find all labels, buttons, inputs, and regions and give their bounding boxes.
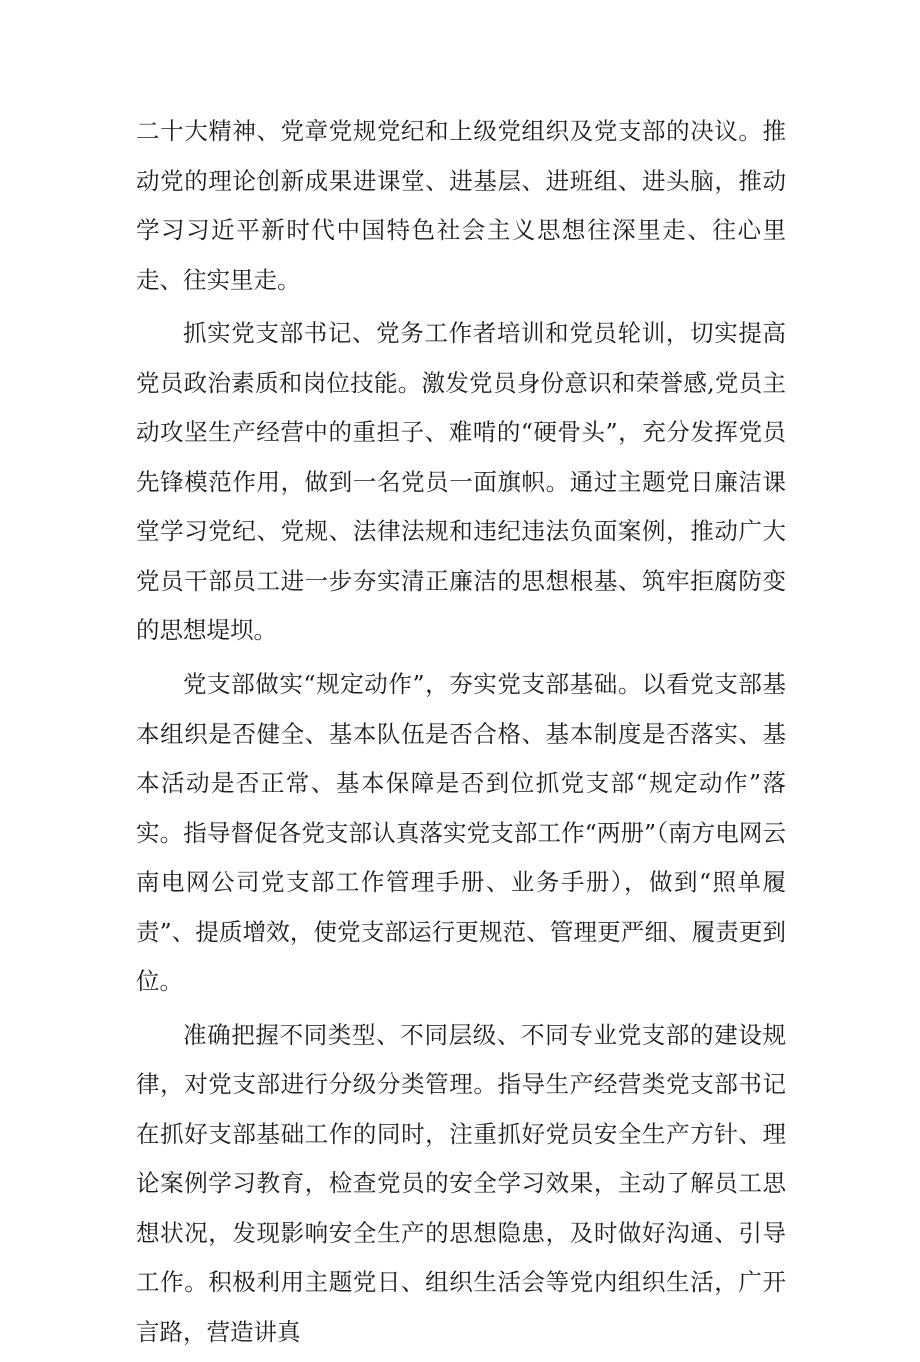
paragraph-1: [136, 107, 786, 305]
paragraph-4-line-4: 习教育，检查党员的安全学习效果，主动了解员工思想状况，发: [136, 1169, 787, 1247]
paragraph-1-line-3: 习近平新时代中国特色社会主义思想往深里走、往心里走、往实: [136, 216, 787, 294]
document-body: [136, 107, 786, 1362]
paragraph-1-line-2: 党的理论创新成果进课堂、进基层、进班组、进头脑，推动学习: [136, 166, 787, 244]
paragraph-4-line-3: 支部基础工作的同时，注重抓好党员安全生产方针、理论案例学: [136, 1119, 787, 1198]
paragraph-3-line-6: 提质增效，使党支部运行更规范、管理更严细、履责更到位。: [136, 917, 787, 996]
paragraph-2-line-2: 政治素质和岗位技能。激发党员身份意识和荣誉感,党员主动攻坚: [136, 368, 786, 447]
paragraph-2-line-4: 范作用，做到一名党员一面旗帜。通过主题党日廉洁课堂学习党: [136, 467, 787, 546]
paragraph-4-line-2: 对党支部进行分级分类管理。指导生产经营类党支部书记在抓好: [136, 1070, 787, 1148]
paragraph-3-line-1: 党支部做实“规定动作”，夯实党支部基础。以看党支部基本: [136, 670, 786, 748]
paragraph-2-line-6: 工进一步夯实清正廉洁的思想根基、筑牢拒腐防变的思想堤坝。: [136, 566, 787, 645]
paragraph-3-line-2: 组织是否健全、基本队伍是否合格、基本制度是否落实、基本活: [136, 719, 787, 798]
paragraph-1-line-1: 二十大精神、党章党规党纪和上级党组织及党支部的决议。推动: [136, 117, 786, 195]
paragraph-4: [136, 1011, 786, 1358]
paragraph-3-line-4: 导督促各党支部认真落实党支部工作“两册”（南方电网云南电: [136, 818, 787, 897]
paragraph-3-line-5: 网公司党支部工作管理手册、业务手册），做到“照单履责”、: [136, 868, 787, 946]
paragraph-3-line-3: 动是否正常、基本保障是否到位抓党支部“规定动作”落实。指: [136, 769, 787, 847]
paragraph-2-line-5: 纪、党规、法律法规和违纪违法负面案例，推动广大党员干部员: [136, 517, 787, 595]
paragraph-3: [136, 660, 786, 1007]
paragraph-2-line-1: 抓实党支部书记、党务工作者培训和党员轮训，切实提高党员: [136, 319, 786, 397]
paragraph-2-line-3: 生产经营中的重担子、难啃的“硬骨头”，充分发挥党员先锋模: [136, 418, 787, 496]
paragraph-1-line-4: 里走。: [230, 265, 301, 294]
paragraph-4-line-6: 用主题党日、组织生活会等党内组织生活，广开言路，营造讲真: [136, 1268, 787, 1346]
paragraph-4-line-5: 现影响安全生产的思想隐患，及时做好沟通、引导工作。积极利: [136, 1218, 787, 1297]
paragraph-2: [136, 309, 786, 656]
paragraph-4-line-1: 准确把握不同类型、不同层级、不同专业党支部的建设规律，: [136, 1020, 786, 1099]
